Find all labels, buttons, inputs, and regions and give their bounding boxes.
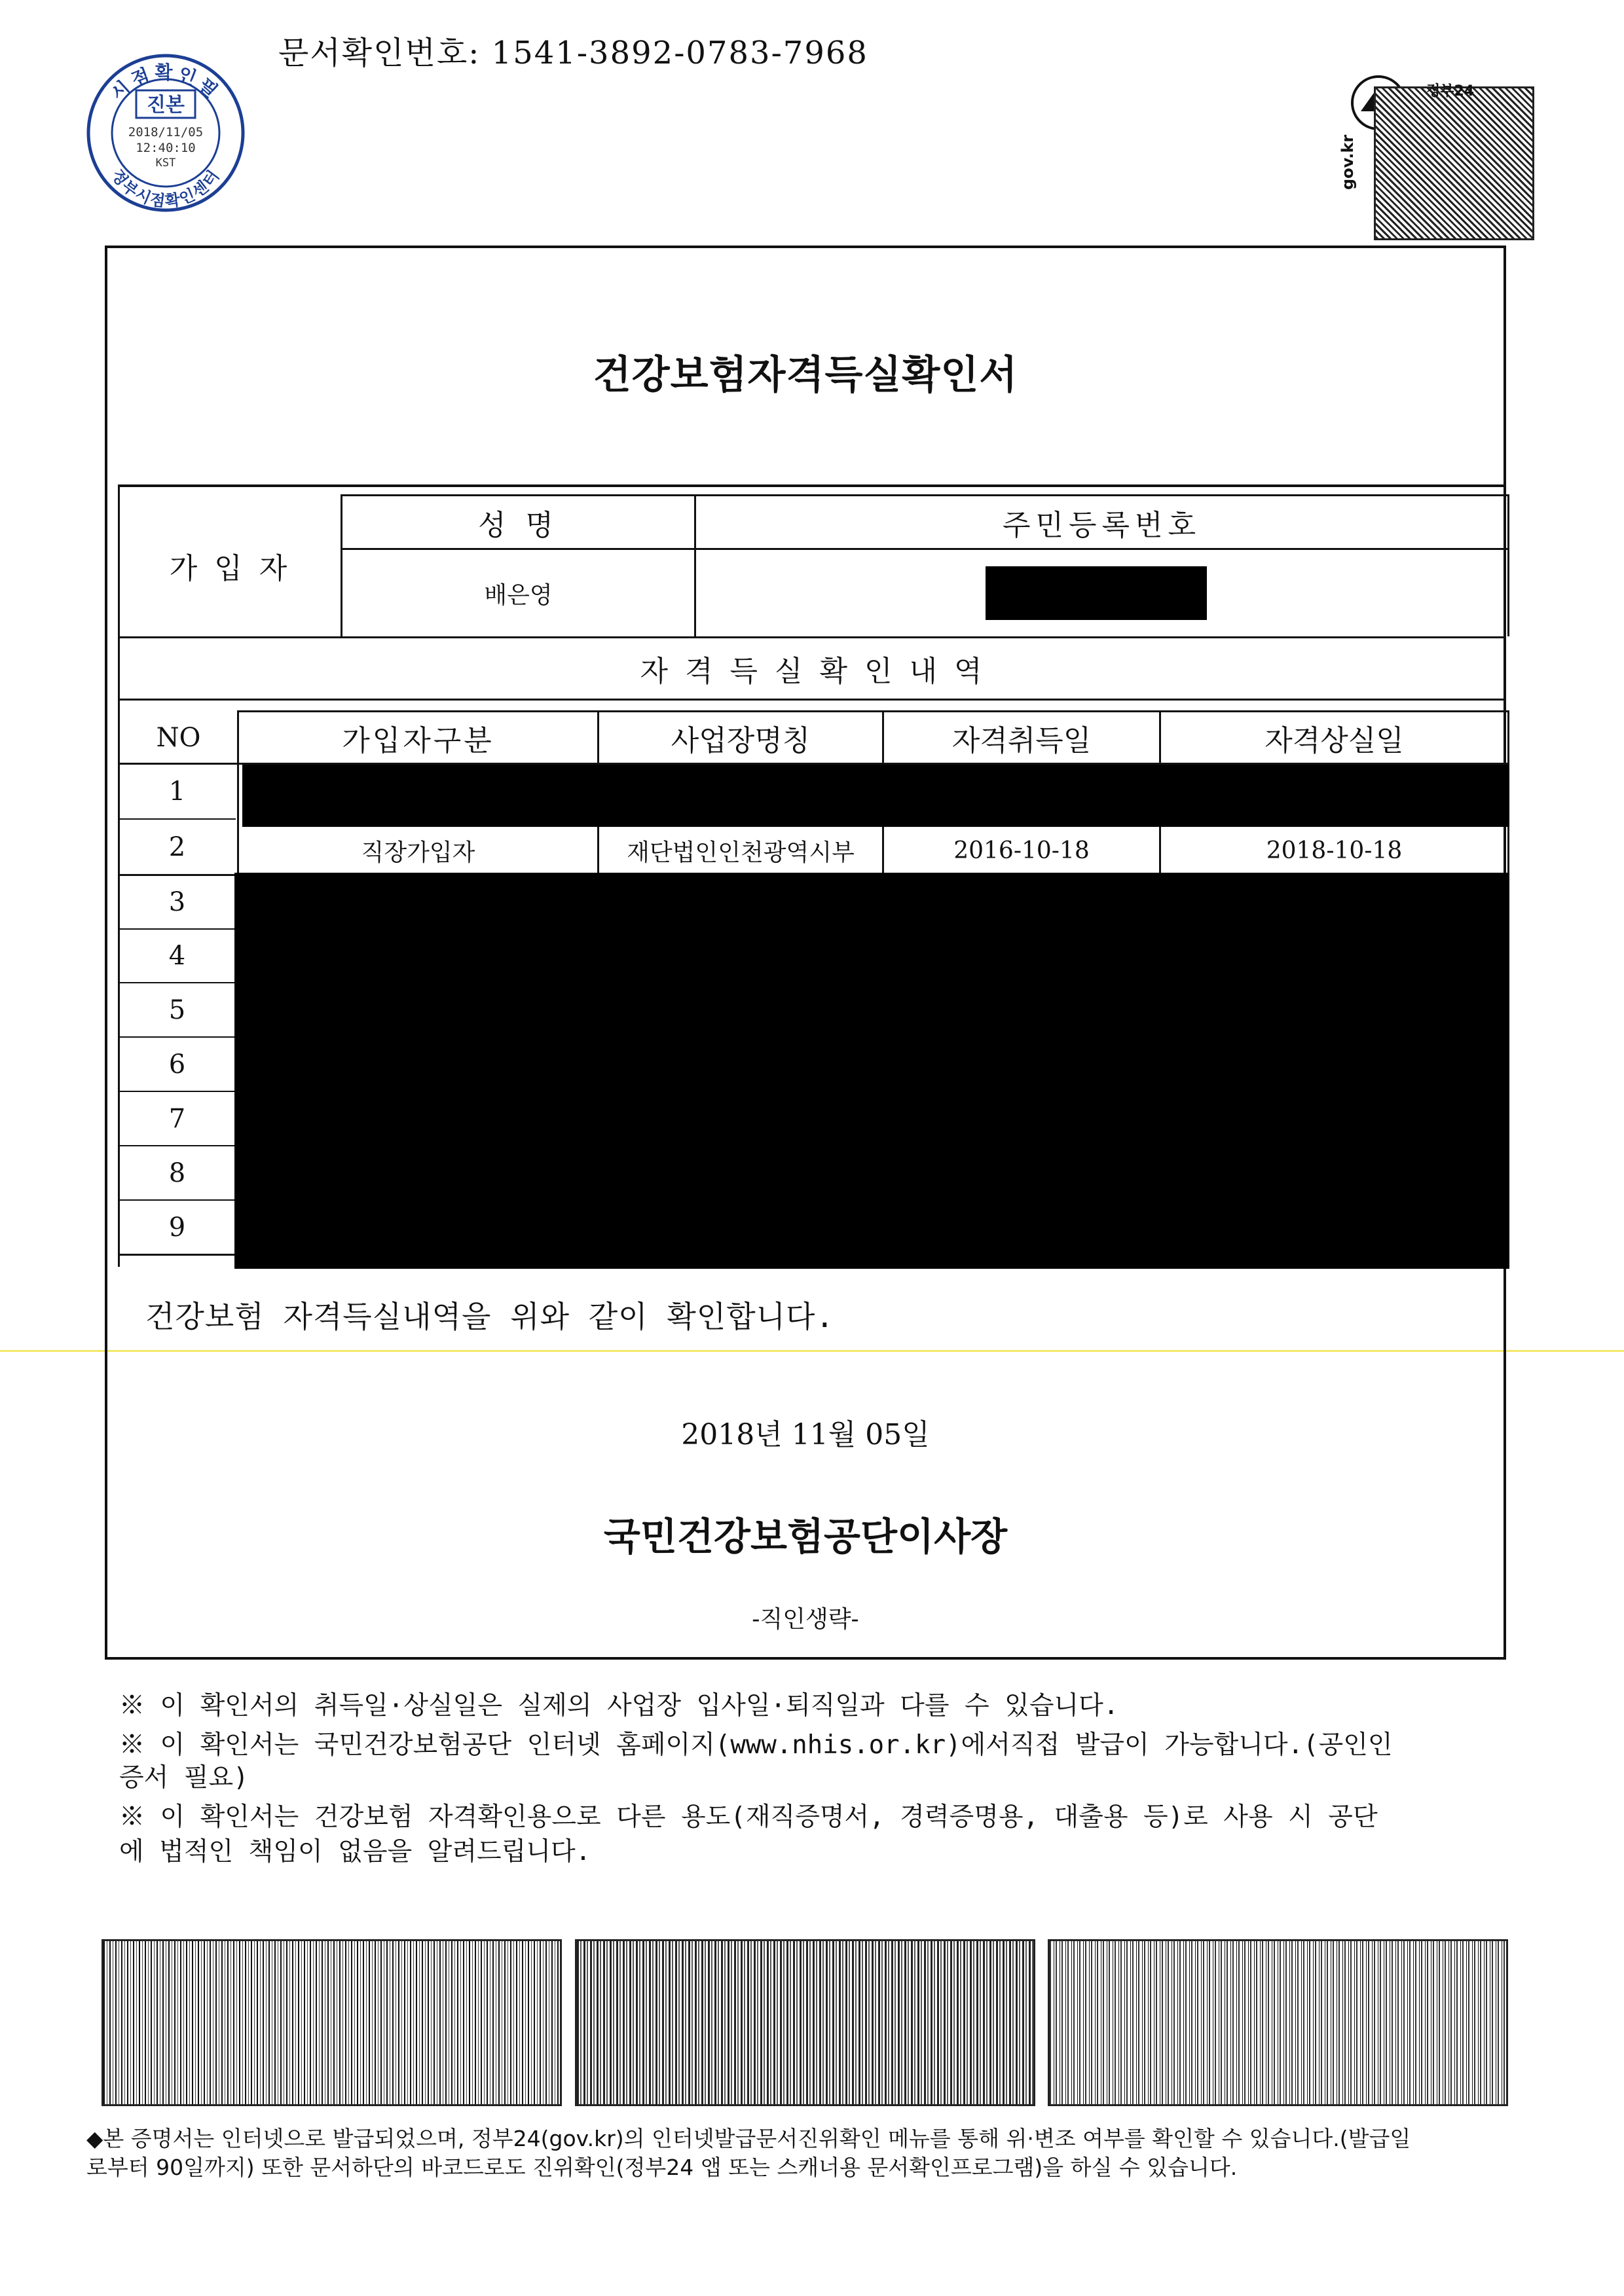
table-row-number: 7 (168, 1103, 186, 1134)
gov24-qr-code (1374, 86, 1534, 240)
document-number (278, 27, 868, 73)
document-number-label: 문서확인번호: (278, 35, 481, 71)
note-line: ※ 이 확인서는 건강보험 자격확인용으로 다른 용도(재직증명서, 경력증명용, 대출용 등)로 사용 시 공단 (119, 1802, 1378, 1832)
gov-kr-label: gov.kr (1338, 134, 1357, 190)
row-2-subscriber-type: 직장가입자 (361, 839, 475, 866)
authenticity-footer (86, 2124, 1540, 2182)
document-number-value: 1541-3892-0783-7968 (491, 35, 868, 71)
seal-center-text: 진본 (147, 94, 185, 117)
row-2-lost-date: 2018-10-18 (1266, 837, 1403, 864)
table-row-number: 5 (168, 994, 186, 1025)
name-header: 성 명 (478, 508, 559, 542)
subscriber-section-label: 가 입 자 (169, 551, 291, 585)
column-header-lost-date: 자격상실일 (1264, 723, 1404, 757)
issue-date: 2018년 11월 05일 (681, 1418, 930, 1451)
footer-line: 로부터 90일까지) 또한 문서하단의 바코드로도 진위확인(정부24 앱 또는 스캐너용 문서확인프로그램)을 하실 수 있습니다. (86, 2155, 1238, 2180)
table-row-number: 3 (168, 887, 186, 917)
security-barcode (575, 1939, 1035, 2106)
rrn-redaction (986, 566, 1207, 620)
table-row-number: 9 (168, 1212, 186, 1243)
name-value: 배은영 (484, 581, 553, 609)
security-barcode (1048, 1939, 1508, 2106)
table-row-number: 4 (168, 941, 186, 971)
history-section-label: 자 격 득 실 확 인 내 역 (640, 655, 986, 688)
row-2-workplace: 재단법인인천광역시부 (627, 839, 855, 866)
seal-date: 2018/11/05 (128, 125, 204, 139)
row-2-acquired-date: 2016-10-18 (953, 837, 1090, 864)
seal-bottom-text: 정부시점확인센터 (107, 166, 224, 211)
seal-top-text: 시점확인필 (106, 62, 225, 105)
note-line: 에 법적인 책임이 없음을 알려드립니다. (119, 1837, 591, 1867)
column-header-subscriber-type: 가입자구분 (342, 723, 494, 757)
column-header-acquired-date: 자격취득일 (951, 723, 1092, 757)
seal-zone: KST (155, 156, 176, 170)
gov24-brand-label: 정부24 (1426, 83, 1475, 100)
time-stamp-seal (85, 52, 246, 213)
table-row-number: 1 (168, 776, 186, 807)
footer-line: ◆본 증명서는 인터넷으로 발급되었으며, 정부24(gov.kr)의 인터넷발급문서진위확인 메뉴를 통해 위·변조 여부를 확인할 수 있습니다.(발급일 (86, 2126, 1411, 2151)
row-1-redaction (242, 765, 1509, 827)
rrn-header: 주민등록번호 (1002, 508, 1202, 542)
table-row-number: 2 (168, 832, 186, 862)
security-barcode (101, 1939, 562, 2106)
document-title: 건강보험자격득실확인서 (593, 352, 1018, 398)
confirmation-statement: 건강보험 자격득실내역을 위와 같이 확인합니다. (145, 1299, 835, 1334)
note-line: 증서 필요) (119, 1763, 249, 1793)
table-row-number: 8 (168, 1157, 186, 1188)
table-row-number: 6 (168, 1049, 186, 1080)
note-line: ※ 이 확인서는 국민건강보험공단 인터넷 홈페이지(www.nhis.or.kr)에서직접 발급이 가능합니다.(공인인 (119, 1730, 1393, 1760)
seal-omitted-note: -직인생략- (752, 1606, 859, 1633)
column-header-workplace: 사업장명칭 (671, 723, 811, 757)
note-line: ※ 이 확인서의 취득일·상실일은 실제의 사업장 입사일·퇴직일과 다를 수 있습니다. (119, 1691, 1119, 1721)
column-header-no: NO (156, 722, 201, 753)
rows-3-9-redaction (234, 873, 1509, 1269)
seal-time: 12:40:10 (136, 141, 196, 155)
issuer-name: 국민건강보험공단이사장 (603, 1514, 1008, 1559)
